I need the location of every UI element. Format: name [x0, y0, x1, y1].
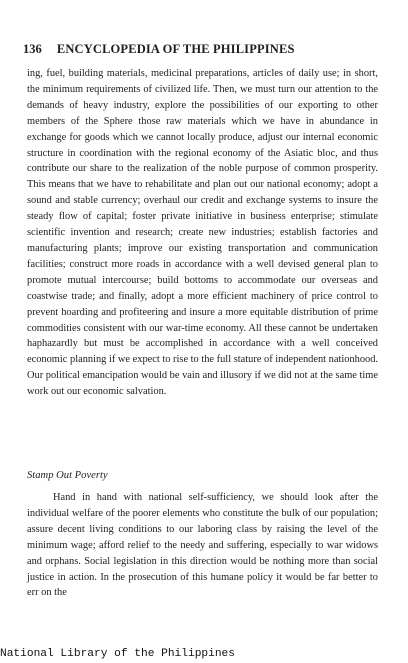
running-head [23, 42, 388, 60]
section-subheading: Stamp Out Poverty [27, 470, 108, 481]
body-paragraph-1: ing, fuel, building materials, medicinal preparations, articles of daily use; in short, the minimum requirements of civilized life. Then, we must turn our attention to the demands of heavy industry, explore the possibilities of our exporting to other members of the Sphere those raw materials which we have in abundance in exchange for goods which we cannot locally produce, adjust our internal economic structure in coordination with the regional economy of the Asiatic bloc, and thus contribute our share to the realization of the noble purpose of common prosperity. This means that we have to rehabilitate and plan out our national economy; adopt a sound and stable currency; overhaul our credit and exchange systems to insure the steady flow of capital; foster private initiative in business enterprise; stimulate scientific invention and research; create new industries; establish factories and manufacturing plants; improve our existing transportation and communication facilities; construct more roads in accordance with a well devised general plan to promote mutual intercourse; build bottoms to accommodate our overseas and coastwise trade; and finally, adopt a more efficient machinery of price control to prevent hoarding and profiteering and insure a more equitable distribution of prime commodities consistent with our war-time economy. All these cannot be undertaken haphazardly but must be accomplished in accordance with a well conceived economic planning if we expect to rise to the full stature of independent nationhood. Our political emancipation would be vain and illusory if we did not at the same time work out our economic salvation. [27, 68, 378, 398]
body-paragraph-2: Hand in hand with national self-sufficiency, we should look after the individual welfare of the poorer elements who constitute the bulk of our population; assure decent living conditions to our laboring class by raising the level of the minimum wage; afford relief to the needy and suffering, especially to war widows and orphans. Social legislation in this direction would be nothing more than social justice in action. In the prosecution of this humane policy it would be far better to err on the [27, 492, 378, 599]
page-number: 136 [23, 42, 42, 56]
running-title: ENCYCLOPEDIA OF THE PHILIPPINES [56, 42, 295, 56]
library-attribution: National Library of the Philippines [0, 648, 235, 660]
